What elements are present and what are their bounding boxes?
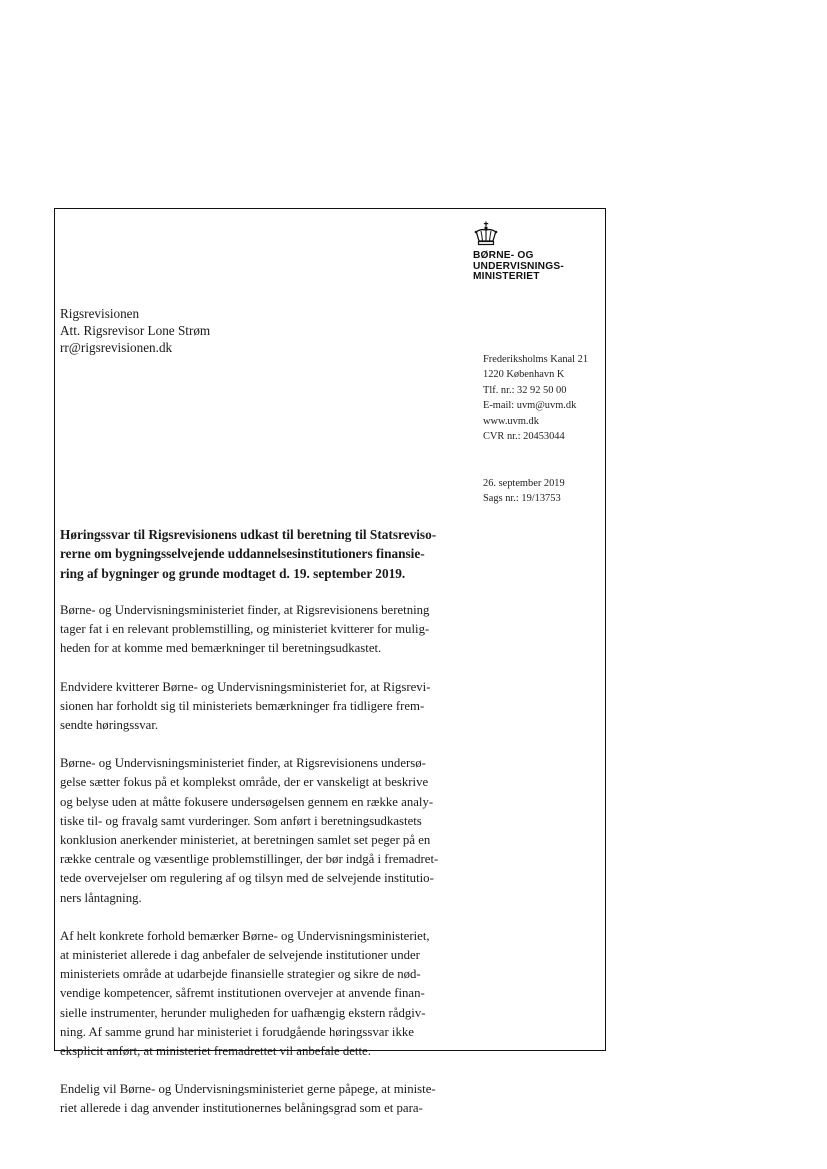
paragraph [60,601,445,659]
paragraph-line: tede overvejelser om regulering af og tilsyn med de selvejende institutio- [60,871,434,886]
paragraph-line: eksplicit anført, at ministeriet fremadrettet vil anbefale dette. [60,1043,371,1058]
paragraph-line: ministeriets område at udarbejde finansielle strategier og sikre de nød- [60,967,421,982]
subject-line: rerne om bygningsselvejende uddannelsesinstitutioners finansie- [60,546,425,562]
sender-phone: Tlf. nr.: 32 92 50 00 [483,384,567,396]
paragraph-line: sendte høringssvar. [60,717,159,732]
paragraph [60,927,445,1061]
paragraph-line: vendige kompetencer, såfremt institutionen overvejer at anvende finan- [60,986,425,1001]
recipient-email: rr@rigsrevisionen.dk [60,340,173,355]
paragraph-line: tiske til- og fravalg samt vurderinger. Som anført i beretningsudkastets [60,813,422,828]
paragraph-line: tager fat i en relevant problemstilling, og ministeriet kvitterer for mulig- [60,622,430,637]
letter-subject [60,525,445,583]
subject-line: ring af bygninger og grunde modtaget d. 19. september 2019. [60,565,406,581]
recipient-attention: Att. Rigsrevisor Lone Strøm [60,323,211,338]
sender-city: 1220 København K [483,369,565,381]
paragraph-line: Børne- og Undervisningsministeriet finder, at Rigsrevisionens beretning [60,602,430,617]
ministry-name [473,251,603,283]
sender-cvr: CVR nr.: 20453044 [483,431,565,443]
paragraph [60,1080,445,1118]
paragraph-line: række centrale og væsentlige problemstillinger, der bør indgå i fremadret- [60,852,439,867]
paragraph-line: ning. Af samme grund har ministeriet i forudgående høringssvar ikke [60,1024,414,1039]
paragraph-line: ners låntagning. [60,890,142,905]
sender-email: E-mail: uvm@uvm.dk [483,400,577,412]
letter-page [54,208,606,1116]
sender-address [483,352,588,444]
paragraph-line: Endelig vil Børne- og Undervisningsministeriet gerne påpege, at ministe- [60,1082,436,1097]
ministry-logo [473,221,603,283]
case-number: Sags nr.: 19/13753 [483,493,561,505]
paragraph-line: konklusion anerkender ministeriet, at beretningen samlet set peger på en [60,832,431,847]
paragraph-line: heden for at komme med bemærkninger til beretningsudkastet. [60,641,382,656]
paragraph-line: Børne- og Undervisningsministeriet finder, at Rigsrevisionens undersø- [60,756,426,771]
ministry-name-line: BØRNE- OG [473,250,534,261]
letter-date: 26. september 2019 [483,478,565,489]
paragraph-line: riet allerede i dag anvender institutionernes belåningsgrad som et para- [60,1101,423,1116]
paragraph-line: sionen har forholdt sig til ministeriets bemærkninger fra tidligere frem- [60,698,425,713]
crown-icon [473,221,499,247]
paragraph [60,678,445,736]
recipient-address [60,305,210,356]
sender-website: www.uvm.dk [483,415,539,427]
paragraph-line: Endvidere kvitterer Børne- og Undervisningsministeriet for, at Rigsrevi- [60,679,431,694]
letter-meta [483,476,565,507]
subject-line: Høringssvar til Rigsrevisionens udkast til beretning til Statsreviso- [60,527,437,542]
paragraph-line: og belyse uden at måtte fokusere undersøgelsen gennem en række analy- [60,794,434,809]
paragraph-line: sielle instrumenter, herunder muligheden for uafhængig ekstern rådgiv- [60,1005,426,1020]
paragraph-line: Af helt konkrete forhold bemærker Børne- og Undervisningsministeriet, [60,928,430,943]
paragraph-line: at ministeriet allerede i dag anbefaler de selvejende institutioner under [60,947,420,962]
recipient-name: Rigsrevisionen [60,306,140,321]
letter-body [60,525,445,1138]
paragraph-line: gelse sætter fokus på et komplekst område, der er vanskeligt at beskrive [60,775,429,790]
paragraph [60,754,445,908]
ministry-name-line: MINISTERIET [473,271,540,283]
sender-street: Frederiksholms Kanal 21 [483,354,589,365]
ministry-name-line: UNDERVISNINGS- [473,260,564,272]
